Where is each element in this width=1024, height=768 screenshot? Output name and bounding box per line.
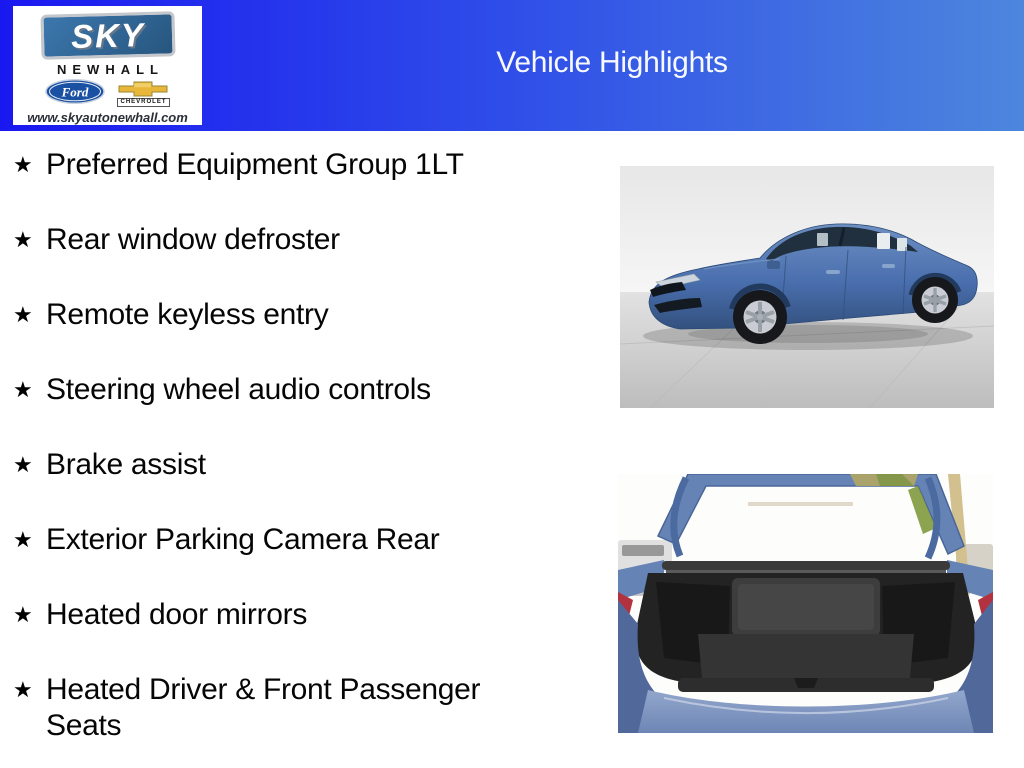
highlight-text: Preferred Equipment Group 1LT xyxy=(46,148,464,181)
dealer-website-text: www.skyautonewhall.com xyxy=(27,110,188,125)
header-bar xyxy=(0,0,1024,131)
vehicle-exterior-photo xyxy=(620,166,994,408)
star-bullet-icon: ★ xyxy=(13,677,33,702)
vehicle-trunk-photo xyxy=(618,474,993,733)
highlight-text: Exterior Parking Camera Rear xyxy=(46,523,440,556)
sky-logo-text: SKY xyxy=(70,16,145,55)
highlight-text: Brake assist xyxy=(46,448,206,481)
sky-logo-box xyxy=(40,11,175,59)
svg-text:Ford: Ford xyxy=(62,84,89,100)
dealer-logo xyxy=(13,6,202,125)
chevrolet-label: CHEVROLET xyxy=(117,98,169,107)
chevrolet-logo-icon xyxy=(117,81,169,107)
star-bullet-icon: ★ xyxy=(13,302,33,327)
star-bullet-icon: ★ xyxy=(13,152,33,177)
highlight-item xyxy=(12,147,532,183)
highlight-text: Heated door mirrors xyxy=(46,598,308,631)
star-bullet-icon: ★ xyxy=(13,452,33,477)
vehicle-highlights-list xyxy=(12,147,532,744)
star-bullet-icon: ★ xyxy=(13,227,33,252)
highlight-item xyxy=(12,447,532,483)
highlight-item xyxy=(12,297,532,333)
star-bullet-icon: ★ xyxy=(13,527,33,552)
brand-logos xyxy=(45,79,169,109)
highlight-item xyxy=(12,372,532,408)
highlight-item xyxy=(12,222,532,258)
highlight-text: Steering wheel audio controls xyxy=(46,373,431,406)
highlight-item xyxy=(12,522,532,558)
dealer-city-label: NEWHALL xyxy=(57,62,164,77)
highlight-text: Remote keyless entry xyxy=(46,298,329,331)
star-bullet-icon: ★ xyxy=(13,377,33,402)
ford-logo-icon xyxy=(45,79,105,109)
highlight-text: Heated Driver & Front Passenger Seats xyxy=(46,673,481,742)
highlight-item xyxy=(12,597,532,633)
highlight-text: Rear window defroster xyxy=(46,223,340,256)
star-bullet-icon: ★ xyxy=(13,602,33,627)
page-title: Vehicle Highlights xyxy=(496,46,728,79)
highlight-item xyxy=(12,672,532,744)
